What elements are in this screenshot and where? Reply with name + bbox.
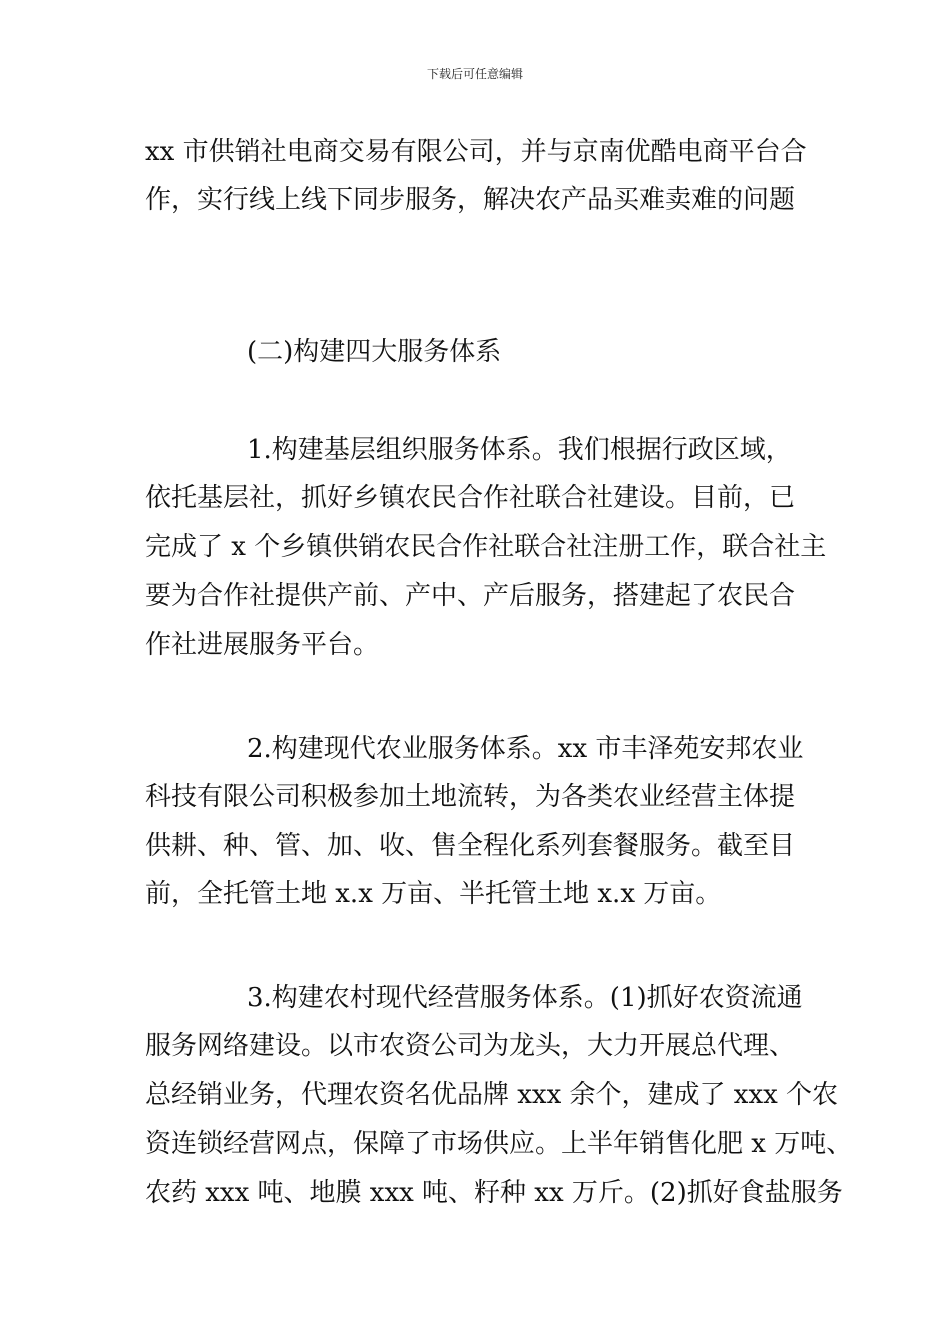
- text-line: 总经销业务，代理农资名优品牌 xxx 余个，建成了 xxx 个农: [145, 1080, 839, 1110]
- text-line: 资连锁经营网点，保障了市场供应。上半年销售化肥 x 万吨、: [145, 1129, 853, 1159]
- text-line: 依托基层社，抓好乡镇农民合作社联合社建设。目前，已: [145, 483, 796, 513]
- text-line: 供耕、种、管、加、收、售全程化系列套餐服务。截至目: [145, 831, 796, 861]
- text-line: 前，全托管土地 x.x 万亩、半托管土地 x.x 万亩。: [145, 879, 722, 909]
- text-line: 作，实行线上线下同步服务，解决农产品买难卖难的问题: [145, 185, 796, 215]
- header-note: 下载后可任意编辑: [426, 67, 523, 81]
- text-line: 1.构建基层组织服务体系。我们根据行政区域，: [247, 435, 792, 465]
- text-line: 3.构建农村现代经营服务体系。(1)抓好农资流通: [247, 983, 803, 1013]
- text-line: 作社进展服务平台。: [145, 630, 380, 660]
- text-line: 2.构建现代农业服务体系。xx 市丰泽苑安邦农业: [247, 734, 804, 764]
- section-heading: (二)构建四大服务体系: [247, 337, 502, 367]
- text-line: 服务网络建设。以市农资公司为龙头，大力开展总代理、: [145, 1031, 796, 1061]
- text-line: 完成了 x 个乡镇供销农民合作社联合社注册工作，联合社主: [145, 532, 827, 562]
- text-line: xx 市供销社电商交易有限公司，并与京南优酷电商平台合: [145, 137, 807, 167]
- text-line: 要为合作社提供产前、产中、产后服务，搭建起了农民合: [145, 581, 796, 611]
- text-line: 农药 xxx 吨、地膜 xxx 吨、籽种 xx 万斤。(2)抓好食盐服务: [145, 1178, 843, 1208]
- text-line: 科技有限公司积极参加土地流转，为各类农业经营主体提: [145, 782, 796, 812]
